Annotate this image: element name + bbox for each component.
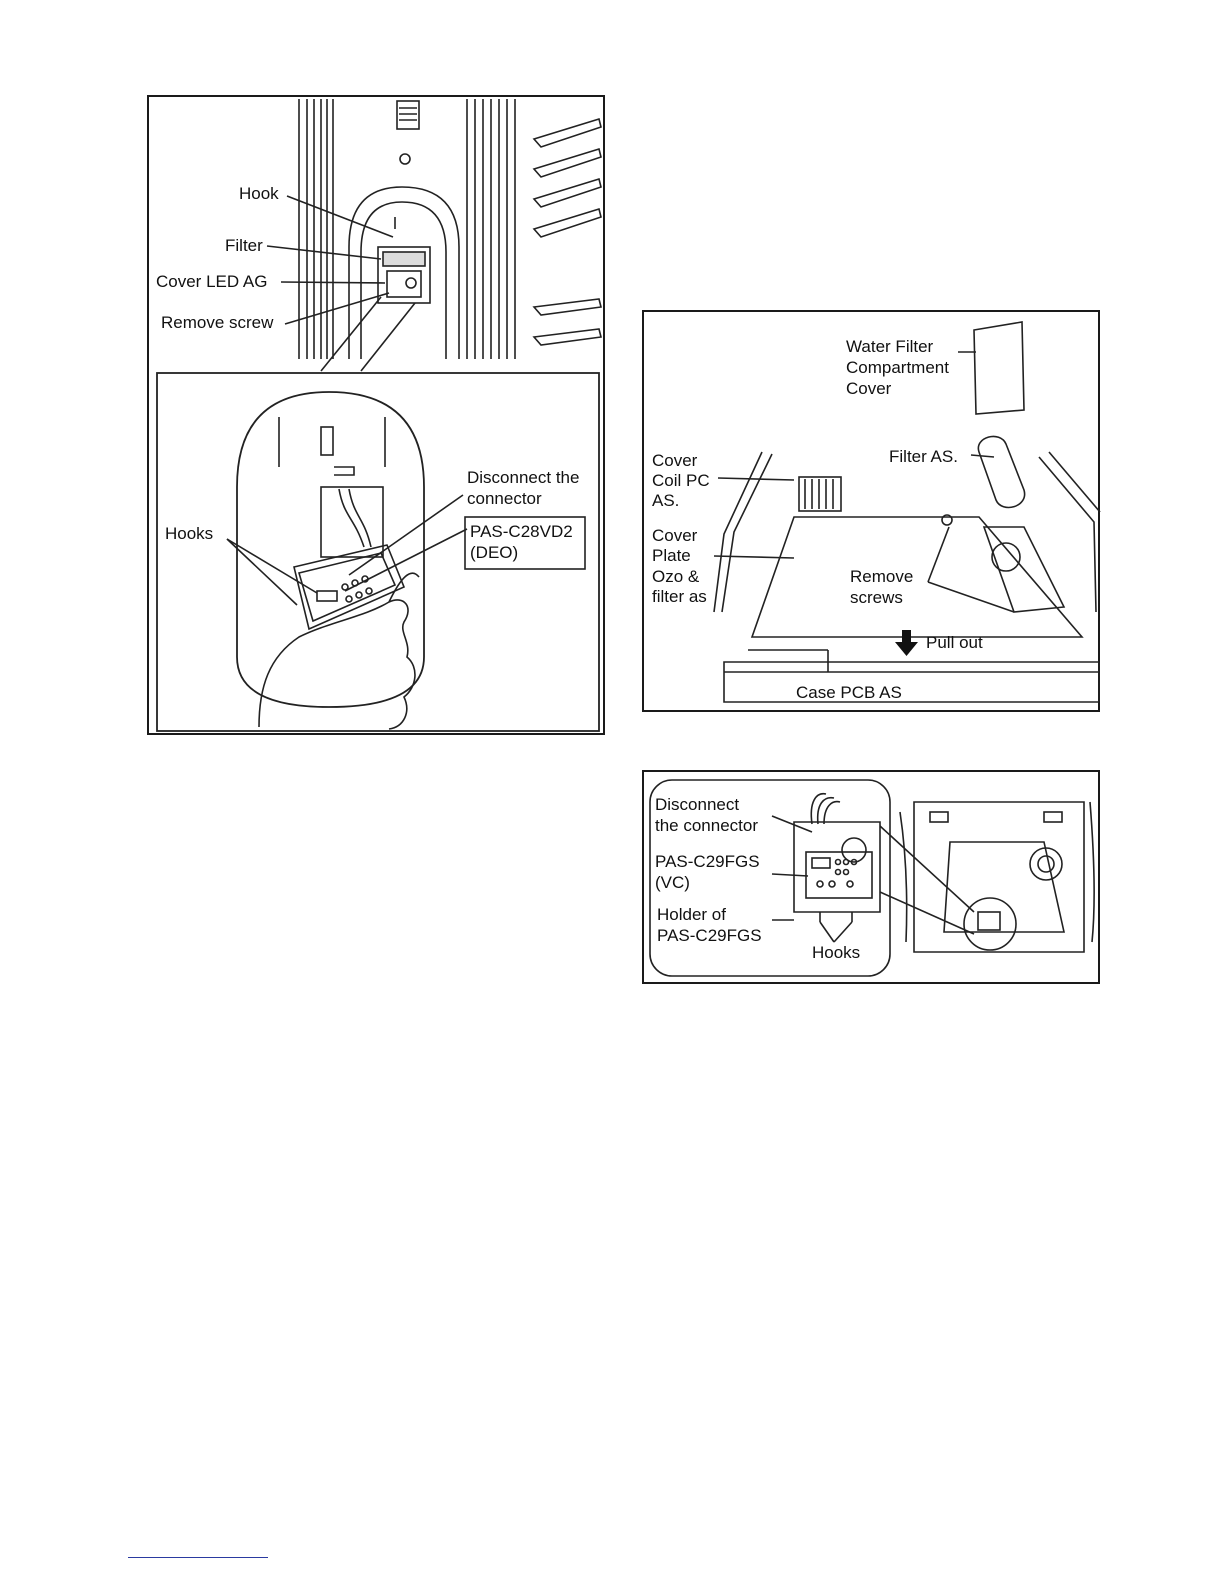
part-code-line2: (VC) <box>655 873 690 892</box>
callout-hooks: Hooks <box>812 943 861 962</box>
callout-disconnect-line2: connector <box>467 489 542 508</box>
callout-cover-coil-line1: Cover <box>652 451 698 470</box>
callout-cover-coil-line2: Coil PC <box>652 471 710 490</box>
figure1-illustration <box>149 97 607 737</box>
part-code-line2: (DEO) <box>470 543 519 562</box>
callout-remove-screws-line1: Remove <box>850 567 914 586</box>
callout-remove-screws-line2: screws <box>850 588 903 607</box>
figure-pcb-holder-detail <box>642 770 1100 984</box>
callout-cover-plate-line4: filter as <box>652 587 707 606</box>
callout-remove-screw: Remove screw <box>161 313 274 332</box>
callout-disconnect-line1: Disconnect <box>655 795 740 814</box>
callout-cover-coil-line3: AS. <box>652 491 680 510</box>
callout-disconnect-line2: the connector <box>655 816 759 835</box>
refrigerator-panel-upper <box>299 99 601 359</box>
callout-disconnect-line1: Disconnect the <box>467 468 580 487</box>
figure-cover-plate-removal <box>642 310 1100 712</box>
callout-hook: Hook <box>239 184 279 203</box>
callout-cover-led: Cover LED AG <box>156 272 268 291</box>
callout-filter-as: Filter AS. <box>889 447 958 466</box>
figure-led-cover-removal <box>147 95 605 735</box>
callout-hooks: Hooks <box>165 524 214 543</box>
part-code-line1: PAS-C29FGS <box>655 852 760 871</box>
part-code-line1: PAS-C28VD2 <box>470 522 573 541</box>
callout-holder-line2: PAS-C29FGS <box>657 926 762 945</box>
callout-holder-line1: Holder of <box>657 905 726 924</box>
callout-pull-out: Pull out <box>926 633 983 652</box>
callout-cover-plate-line1: Cover <box>652 526 698 545</box>
callout-cover-plate-line2: Plate <box>652 546 691 565</box>
callout-water-filter-line3: Cover <box>846 379 892 398</box>
callout-water-filter-line1: Water Filter <box>846 337 934 356</box>
callout-water-filter-line2: Compartment <box>846 358 949 377</box>
pull-out-arrow <box>895 630 918 656</box>
footer-rule <box>128 1557 268 1558</box>
callout-case-pcb: Case PCB AS <box>796 683 902 702</box>
callout-cover-plate-line3: Ozo & <box>652 567 700 586</box>
callout-filter: Filter <box>225 236 263 255</box>
